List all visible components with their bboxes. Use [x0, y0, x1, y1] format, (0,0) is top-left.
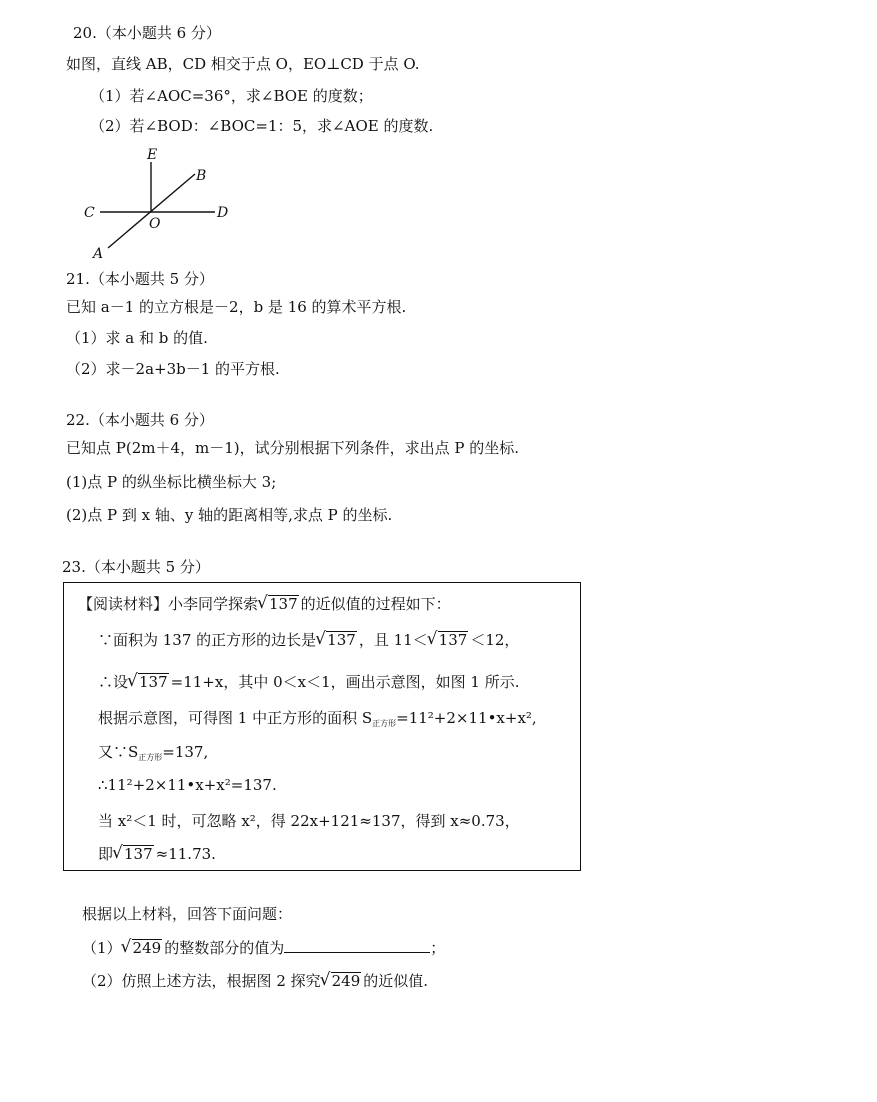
radicand: 137	[438, 631, 468, 649]
box-line-3-end: =11+x，其中 0＜x＜1，画出示意图，如图 1 所示.	[170, 673, 520, 691]
box-line-8	[98, 843, 216, 865]
q23-part1-end: ；	[430, 939, 446, 957]
radicand: 137	[139, 673, 168, 691]
q23-after-text: 根据以上材料，回答下面问题：	[82, 905, 293, 923]
q20-part1: （1）若∠AOC=36°，求∠BOE 的度数；	[90, 87, 373, 105]
box-line-4-end: =11²+2×11•x+x²,	[396, 709, 537, 727]
box-line-1-text: 【阅读材料】小李同学探索	[78, 595, 259, 613]
q21-intro: 已知 a－1 的立方根是－2，b 是 16 的算术平方根.	[66, 298, 407, 316]
q23-part1-mid: 的整数部分的值为	[164, 939, 285, 957]
label-D: D	[217, 205, 229, 221]
q21-part2: （2）求－2a+3b－1 的平方根.	[66, 360, 280, 378]
label-A: A	[93, 246, 104, 262]
sqrt-249	[122, 937, 163, 959]
box-line-8-end: ≈11.73.	[155, 845, 216, 863]
q23-part1	[82, 937, 445, 959]
box-line-5-text: 又∵S	[98, 743, 139, 761]
box-line-3-text: ∴设	[98, 673, 129, 691]
box-line-2-mid: ，且 11＜	[358, 631, 428, 649]
box-line-1-end: 的近似值的过程如下：	[300, 595, 451, 613]
box-line-2-end: ＜12，	[470, 631, 520, 649]
box-line-6: ∴11²+2×11•x+x²=137.	[98, 776, 277, 794]
q20-figure	[80, 144, 250, 266]
subscript: 正方形	[372, 719, 397, 728]
sqrt-249	[321, 970, 362, 992]
q23-part2-end: 的近似值.	[363, 972, 429, 990]
q20-intro: 如图，直线 AB，CD 相交于点 O，EO⊥CD 于点 O.	[66, 55, 420, 73]
q21-header: 21.（本小题共 5 分）	[66, 270, 214, 288]
box-line-2-text: ∵面积为 137 的正方形的边长是	[98, 631, 317, 649]
sqrt-137	[258, 593, 299, 615]
q21-part1: （1）求 a 和 b 的值.	[66, 329, 208, 347]
q22-part2: (2)点 P 到 x 轴、y 轴的距离相等,求点 P 的坐标.	[66, 506, 393, 524]
box-line-1	[78, 593, 451, 615]
q23-header: 23.（本小题共 5 分）	[62, 558, 210, 576]
box-line-3	[98, 671, 520, 693]
box-line-2	[98, 629, 519, 651]
sqrt-137	[316, 629, 357, 651]
answer-blank[interactable]	[284, 938, 430, 953]
sqrt-137	[128, 671, 169, 693]
label-E: E	[147, 147, 158, 163]
radicand: 137	[124, 845, 153, 863]
box-line-8-text: 即	[98, 845, 114, 863]
radicand: 137	[269, 595, 298, 613]
subscript: 正方形	[138, 753, 163, 762]
box-line-5-end: =137,	[162, 743, 209, 761]
box-line-4-text: 根据示意图，可得图 1 中正方形的面积 S	[98, 709, 373, 727]
q22-part1: (1)点 P 的纵坐标比横坐标大 3;	[66, 473, 277, 491]
q22-intro: 已知点 P(2m＋4，m－1)，试分别根据下列条件，求出点 P 的坐标.	[66, 439, 520, 457]
radicand: 249	[132, 939, 162, 957]
radicand: 137	[327, 631, 356, 649]
box-line-7: 当 x²＜1 时，可忽略 x²，得 22x+121≈137，得到 x≈0.73，	[98, 812, 520, 830]
box-line-4	[98, 707, 537, 735]
q20-part2: （2）若∠BOD：∠BOC=1：5，求∠AOE 的度数.	[90, 117, 434, 135]
sqrt-137	[113, 843, 154, 865]
radicand: 249	[331, 972, 361, 990]
q20-header: 20.（本小题共 6 分）	[73, 24, 221, 42]
label-C: C	[84, 205, 95, 221]
q22-header: 22.（本小题共 6 分）	[66, 411, 214, 429]
q23-part2	[82, 970, 428, 992]
sqrt-137	[428, 629, 469, 651]
q23-part2-text: （2）仿照上述方法，根据图 2 探究	[82, 972, 321, 990]
label-O: O	[149, 216, 161, 232]
box-line-5	[98, 741, 208, 769]
q23-part1-text: （1）	[82, 939, 122, 957]
reading-material-box	[63, 582, 581, 871]
label-B: B	[196, 168, 207, 184]
